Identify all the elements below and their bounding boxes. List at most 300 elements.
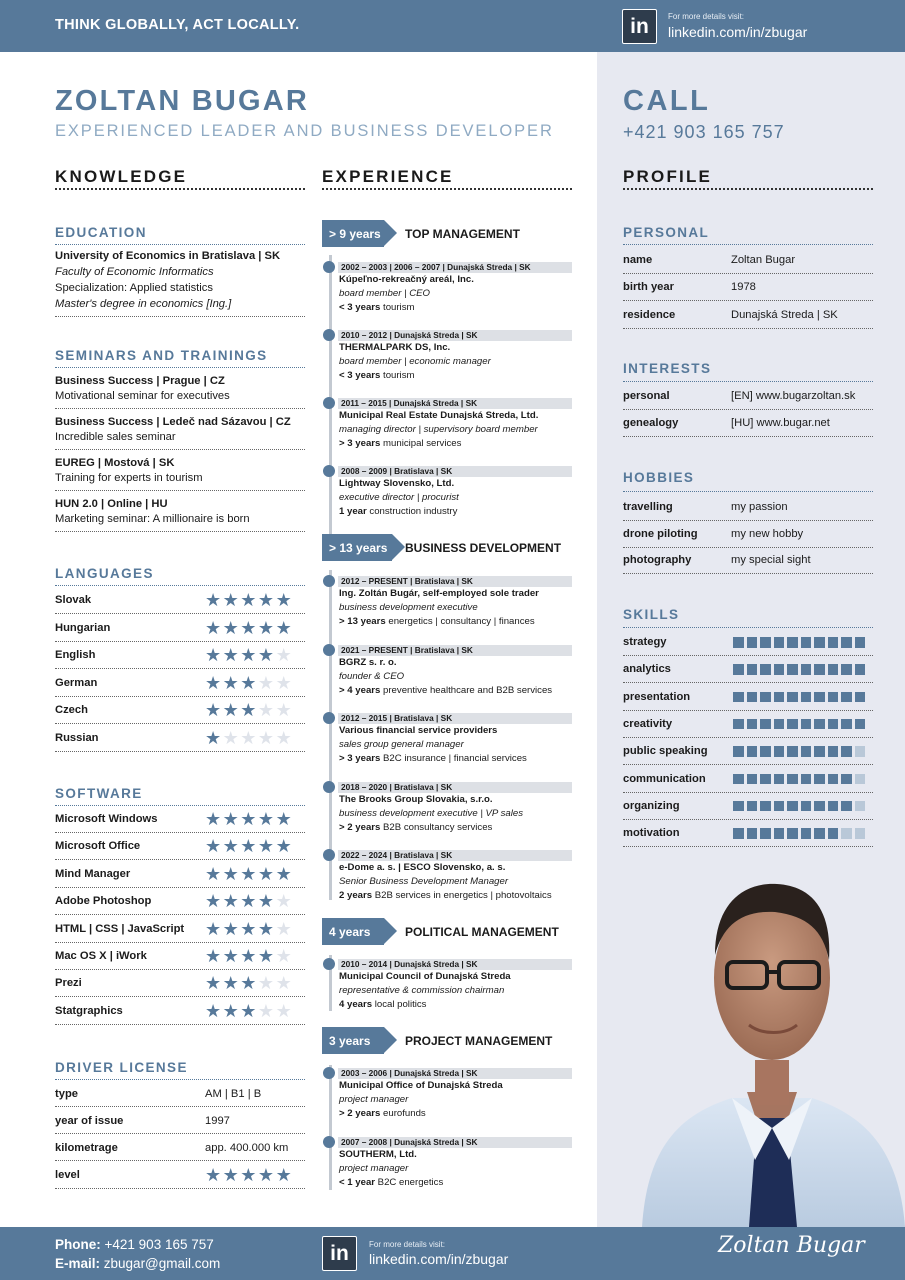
education-heading: EDUCATION bbox=[55, 225, 147, 240]
divider bbox=[55, 1106, 305, 1107]
job-field: municipal services bbox=[380, 438, 462, 449]
timeline-dot bbox=[323, 261, 335, 273]
skill-bar bbox=[733, 692, 868, 703]
job-duration bbox=[339, 369, 414, 383]
job-company: Ing. Zoltán Bugár, self-employed sole trader bbox=[339, 588, 539, 599]
divider bbox=[55, 832, 305, 833]
footer-linkedin-icon[interactable]: in bbox=[322, 1236, 357, 1271]
skill-block-filled bbox=[733, 746, 744, 757]
language-name: Czech bbox=[55, 704, 88, 716]
seminar-title: Business Success | Ledeč nad Sázavou | CZ bbox=[55, 416, 291, 428]
star-filled-icon: ★ bbox=[240, 946, 258, 966]
skill-block-filled bbox=[828, 828, 839, 839]
job-role: executive director | procurist bbox=[339, 492, 459, 503]
job-field: B2B services in energetics | photovoltaics bbox=[372, 890, 552, 901]
skill-block-filled bbox=[733, 719, 744, 730]
driver-km-label: kilometrage bbox=[55, 1142, 118, 1154]
skill-block-filled bbox=[841, 637, 852, 648]
skill-block-filled bbox=[774, 664, 785, 675]
driver-type-value: AM | B1 | B bbox=[205, 1088, 262, 1100]
divider bbox=[623, 491, 873, 492]
experience-tag: > 13 years bbox=[322, 534, 392, 561]
skill-block-filled bbox=[760, 719, 771, 730]
job-duration bbox=[339, 301, 414, 315]
job-period: 2021 – PRESENT | Bratislava | SK bbox=[338, 645, 572, 656]
job-period: 2012 – PRESENT | Bratislava | SK bbox=[338, 576, 572, 587]
education-faculty: Faculty of Economic Informatics bbox=[55, 266, 214, 278]
divider bbox=[55, 751, 305, 752]
divider bbox=[623, 710, 873, 711]
skill-block-filled bbox=[814, 637, 825, 648]
star-filled-icon: ★ bbox=[257, 590, 276, 610]
software-name: Microsoft Windows bbox=[55, 813, 158, 825]
experience-tag: > 9 years bbox=[322, 220, 384, 247]
star-filled-icon: ★ bbox=[240, 672, 258, 693]
star-filled-icon: ★ bbox=[205, 836, 223, 857]
divider bbox=[623, 381, 873, 382]
job-role: managing director | supervisory board member bbox=[339, 424, 538, 435]
personal-heading: PERSONAL bbox=[623, 225, 710, 240]
skill-block-filled bbox=[760, 664, 771, 675]
language-name: Hungarian bbox=[55, 621, 111, 634]
experience-category: PROJECT MANAGEMENT bbox=[405, 1034, 553, 1048]
knowledge-heading: KNOWLEDGE bbox=[55, 167, 188, 186]
skill-block-filled bbox=[841, 719, 852, 730]
star-filled-icon: ★ bbox=[222, 863, 241, 884]
skill-block-filled bbox=[801, 801, 812, 812]
star-filled-icon: ★ bbox=[222, 590, 241, 610]
star-filled-icon: ★ bbox=[222, 809, 241, 829]
seminar-desc: Training for experts in tourism bbox=[55, 472, 203, 484]
timeline-line bbox=[329, 1065, 332, 1190]
timeline-dot bbox=[323, 397, 335, 409]
call-phone[interactable]: +421 903 165 757 bbox=[623, 122, 785, 142]
skill-block-filled bbox=[841, 664, 852, 675]
footer-linkedin-link[interactable]: linkedin.com/in/zbugar bbox=[369, 1251, 509, 1267]
skill-block-filled bbox=[747, 719, 758, 730]
divider bbox=[55, 1188, 305, 1189]
skill-block-filled bbox=[747, 692, 758, 703]
timeline-line bbox=[329, 255, 332, 535]
skill-block-filled bbox=[787, 746, 798, 757]
star-filled-icon: ★ bbox=[240, 836, 258, 857]
star-filled-icon: ★ bbox=[257, 946, 276, 966]
job-duration bbox=[339, 615, 535, 629]
skill-block-filled bbox=[733, 801, 744, 812]
interest-label: genealogy bbox=[623, 417, 679, 430]
skill-block-filled bbox=[760, 774, 771, 785]
star-empty-icon: ★ bbox=[275, 672, 294, 693]
skill-block-filled bbox=[760, 746, 771, 757]
divider bbox=[55, 585, 305, 586]
divider bbox=[55, 408, 305, 409]
software-name: Adobe Photoshop bbox=[55, 895, 152, 908]
skill-block-empty bbox=[855, 828, 866, 839]
divider bbox=[55, 316, 305, 317]
job-duration bbox=[339, 505, 457, 519]
portrait-photo bbox=[637, 860, 905, 1227]
job-years: 1 year bbox=[339, 506, 367, 517]
seminar-desc: Motivational seminar for executives bbox=[55, 390, 230, 402]
hobby-value: my new hobby bbox=[731, 527, 804, 540]
software-stars bbox=[205, 810, 293, 828]
timeline-dot bbox=[323, 849, 335, 861]
skill-block-filled bbox=[855, 692, 866, 703]
divider bbox=[623, 682, 873, 683]
star-filled-icon: ★ bbox=[275, 809, 294, 829]
job-period: 2012 – 2015 | Bratislava | SK bbox=[338, 713, 572, 724]
skill-block-filled bbox=[774, 774, 785, 785]
star-filled-icon: ★ bbox=[222, 973, 241, 994]
job-years: > 3 years bbox=[339, 753, 381, 764]
call-title: CALL bbox=[623, 85, 711, 117]
skill-name: communication bbox=[623, 772, 706, 785]
footer-email-label: E-mail: bbox=[55, 1256, 101, 1271]
interest-value[interactable]: [HU] www.bugar.net bbox=[731, 417, 830, 430]
star-filled-icon: ★ bbox=[222, 700, 241, 720]
skill-block-filled bbox=[841, 801, 852, 812]
skill-block-filled bbox=[801, 637, 812, 648]
job-duration bbox=[339, 684, 552, 698]
job-company: THERMALPARK DS, Inc. bbox=[339, 342, 451, 353]
divider bbox=[55, 244, 305, 245]
star-filled-icon: ★ bbox=[222, 946, 241, 966]
star-filled-icon: ★ bbox=[257, 863, 276, 884]
divider bbox=[623, 188, 873, 190]
skill-block-filled bbox=[774, 719, 785, 730]
seminar-desc: Incredible sales seminar bbox=[55, 431, 176, 443]
job-years: 4 years bbox=[339, 999, 373, 1010]
education-specialization: Specialization: Applied statistics bbox=[55, 282, 213, 294]
skill-block-filled bbox=[787, 664, 798, 675]
divider bbox=[623, 300, 873, 301]
job-company: SOUTHERM, Ltd. bbox=[339, 1149, 417, 1160]
job-company: Lightway Slovensko, Ltd. bbox=[339, 478, 455, 489]
star-filled-icon: ★ bbox=[205, 809, 223, 829]
job-company: The Brooks Group Slovakia, s.r.o. bbox=[339, 794, 493, 805]
hobby-value: my passion bbox=[731, 501, 788, 513]
skill-block-filled bbox=[841, 692, 852, 703]
skill-block-filled bbox=[814, 828, 825, 839]
language-name: German bbox=[55, 676, 98, 689]
divider bbox=[55, 914, 305, 915]
star-empty-icon: ★ bbox=[275, 1000, 294, 1021]
skill-block-filled bbox=[828, 637, 839, 648]
skill-block-filled bbox=[855, 664, 866, 675]
divider bbox=[55, 531, 305, 532]
skill-bar bbox=[733, 774, 868, 785]
skill-name: analytics bbox=[623, 663, 671, 676]
skill-block-filled bbox=[801, 692, 812, 703]
personal-value: 1978 bbox=[731, 281, 756, 294]
software-name: HTML | CSS | JavaScript bbox=[55, 922, 185, 935]
star-filled-icon: ★ bbox=[222, 836, 241, 857]
hobbies-heading: HOBBIES bbox=[623, 470, 695, 485]
divider bbox=[55, 449, 305, 450]
star-filled-icon: ★ bbox=[257, 836, 276, 857]
star-empty-icon: ★ bbox=[257, 700, 276, 720]
footer-email-value: zbugar@gmail.com bbox=[103, 1256, 221, 1271]
star-filled-icon: ★ bbox=[240, 590, 258, 610]
job-field: B2B consultancy services bbox=[380, 822, 493, 833]
driver-level-label: level bbox=[55, 1169, 80, 1181]
footer-phone-label: Phone: bbox=[55, 1237, 101, 1252]
job-field: construction industry bbox=[366, 506, 458, 517]
interest-value[interactable]: [EN] www.bugarzoltan.sk bbox=[731, 390, 856, 402]
personal-label: name bbox=[623, 254, 653, 266]
job-years: > 13 years bbox=[339, 616, 386, 627]
job-role: representative & commission chairman bbox=[339, 985, 505, 996]
divider bbox=[623, 792, 873, 793]
linkedin-link[interactable]: linkedin.com/in/zbugar bbox=[668, 24, 808, 40]
star-filled-icon: ★ bbox=[222, 1165, 241, 1185]
star-filled-icon: ★ bbox=[257, 645, 276, 665]
software-name: Prezi bbox=[55, 977, 82, 990]
skill-block-filled bbox=[814, 719, 825, 730]
star-empty-icon: ★ bbox=[275, 946, 294, 966]
divider bbox=[623, 244, 873, 245]
job-company: e-Dome a. s. | ESCO Slovensko, a. s. bbox=[339, 862, 506, 873]
skill-bar bbox=[733, 828, 868, 839]
star-empty-icon: ★ bbox=[275, 891, 294, 912]
star-filled-icon: ★ bbox=[257, 617, 276, 638]
star-filled-icon: ★ bbox=[222, 1000, 241, 1021]
job-role: project manager bbox=[339, 1163, 409, 1174]
linkedin-caption: For more details visit: bbox=[668, 12, 745, 21]
star-empty-icon: ★ bbox=[257, 727, 276, 748]
experience-category: BUSINESS DEVELOPMENT bbox=[405, 541, 562, 555]
divider bbox=[55, 969, 305, 970]
experience-tag: 3 years bbox=[322, 1027, 384, 1054]
divider bbox=[623, 627, 873, 628]
divider bbox=[55, 696, 305, 697]
job-role: business development executive | VP sales bbox=[339, 808, 523, 819]
software-name: Microsoft Office bbox=[55, 840, 141, 853]
interests-heading: INTERESTS bbox=[623, 361, 712, 376]
skill-block-filled bbox=[774, 828, 785, 839]
star-filled-icon: ★ bbox=[257, 1165, 276, 1185]
job-duration bbox=[339, 752, 527, 766]
skill-bar bbox=[733, 719, 868, 730]
experience-tag: 4 years bbox=[322, 918, 384, 945]
skill-block-filled bbox=[814, 692, 825, 703]
languages-heading: LANGUAGES bbox=[55, 566, 154, 581]
job-company: Various financial service providers bbox=[339, 725, 498, 736]
linkedin-icon[interactable]: in bbox=[622, 9, 657, 44]
skill-bar bbox=[733, 664, 868, 675]
job-company: BGRZ s. r. o. bbox=[339, 657, 397, 668]
timeline-dot bbox=[323, 958, 335, 970]
skill-block-filled bbox=[774, 637, 785, 648]
star-filled-icon: ★ bbox=[275, 1165, 294, 1185]
skill-block-filled bbox=[747, 828, 758, 839]
star-filled-icon: ★ bbox=[222, 645, 241, 665]
star-filled-icon: ★ bbox=[222, 918, 241, 939]
job-years: < 3 years bbox=[339, 370, 381, 381]
education-degree: Master's degree in economics [Ing.] bbox=[55, 298, 232, 310]
star-filled-icon: ★ bbox=[205, 863, 223, 884]
divider bbox=[623, 846, 873, 847]
job-years: > 2 years bbox=[339, 1108, 381, 1119]
job-period: 2018 – 2020 | Bratislava | SK bbox=[338, 782, 572, 793]
timeline-dot bbox=[323, 1136, 335, 1148]
job-years: 2 years bbox=[339, 890, 373, 901]
divider bbox=[55, 668, 305, 669]
job-years: > 4 years bbox=[339, 685, 381, 696]
skill-block-filled bbox=[814, 774, 825, 785]
footer-phone[interactable] bbox=[55, 1237, 214, 1252]
star-filled-icon: ★ bbox=[275, 590, 294, 610]
skill-block-empty bbox=[841, 828, 852, 839]
job-years: < 1 year bbox=[339, 1177, 376, 1188]
skill-name: public speaking bbox=[623, 745, 708, 758]
driver-heading: DRIVER LICENSE bbox=[55, 1060, 188, 1075]
skill-block-filled bbox=[855, 637, 866, 648]
star-filled-icon: ★ bbox=[257, 918, 276, 939]
star-filled-icon: ★ bbox=[205, 946, 223, 966]
language-stars bbox=[205, 646, 293, 664]
divider bbox=[55, 188, 305, 190]
skill-block-filled bbox=[787, 828, 798, 839]
job-role: founder & CEO bbox=[339, 671, 405, 682]
skill-block-filled bbox=[733, 828, 744, 839]
divider bbox=[55, 1160, 305, 1161]
skill-block-filled bbox=[787, 719, 798, 730]
star-filled-icon: ★ bbox=[240, 700, 258, 720]
skill-block-filled bbox=[828, 664, 839, 675]
job-period: 2011 – 2015 | Dunajská Streda | SK bbox=[338, 398, 572, 409]
skill-block-filled bbox=[774, 746, 785, 757]
skills-heading: SKILLS bbox=[623, 607, 680, 622]
skill-block-filled bbox=[774, 801, 785, 812]
star-filled-icon: ★ bbox=[205, 590, 223, 610]
job-field: B2C energetics bbox=[375, 1177, 444, 1188]
language-stars bbox=[205, 591, 293, 609]
star-filled-icon: ★ bbox=[257, 891, 276, 912]
job-field: tourism bbox=[380, 370, 415, 381]
skill-block-filled bbox=[828, 801, 839, 812]
skill-block-filled bbox=[760, 637, 771, 648]
footer-linkedin-caption: For more details visit: bbox=[369, 1240, 446, 1249]
skill-block-filled bbox=[814, 801, 825, 812]
divider bbox=[55, 1079, 305, 1080]
personal-label: birth year bbox=[623, 281, 674, 294]
job-company: Municipal Real Estate Dunajská Streda, Ltd. bbox=[339, 410, 539, 421]
motto: THINK GLOBALLY, ACT LOCALLY. bbox=[55, 17, 300, 33]
divider bbox=[322, 188, 572, 190]
seminars-heading: SEMINARS AND TRAININGS bbox=[55, 348, 268, 363]
job-period: 2010 – 2014 | Dunajská Streda | SK bbox=[338, 959, 572, 970]
job-period: 2002 – 2003 | 2006 – 2007 | Dunajská Streda | SK bbox=[338, 262, 572, 273]
divider bbox=[55, 1024, 305, 1025]
job-years: > 2 years bbox=[339, 822, 381, 833]
language-stars bbox=[205, 729, 293, 747]
job-duration bbox=[339, 821, 492, 835]
star-filled-icon: ★ bbox=[205, 727, 223, 748]
job-duration bbox=[339, 998, 426, 1012]
job-period: 2007 – 2008 | Dunajská Streda | SK bbox=[338, 1137, 572, 1148]
hobby-label: travelling bbox=[623, 501, 673, 513]
job-duration bbox=[339, 889, 552, 903]
job-role: project manager bbox=[339, 1094, 409, 1105]
star-filled-icon: ★ bbox=[257, 809, 276, 829]
job-period: 2010 – 2012 | Dunajská Streda | SK bbox=[338, 330, 572, 341]
job-field: B2C insurance | financial services bbox=[380, 753, 527, 764]
job-role: business development executive bbox=[339, 602, 478, 613]
divider bbox=[55, 490, 305, 491]
job-field: preventive healthcare and B2B services bbox=[380, 685, 553, 696]
skill-block-filled bbox=[787, 801, 798, 812]
skill-block-filled bbox=[760, 828, 771, 839]
personal-value: Zoltan Bugar bbox=[731, 254, 796, 266]
language-stars bbox=[205, 619, 293, 637]
skill-name: organizing bbox=[623, 799, 680, 812]
divider bbox=[55, 641, 305, 642]
skill-block-filled bbox=[801, 746, 812, 757]
experience-category: TOP MANAGEMENT bbox=[405, 227, 520, 241]
star-filled-icon: ★ bbox=[205, 891, 223, 912]
divider bbox=[55, 367, 305, 368]
divider bbox=[623, 436, 873, 437]
driver-level-stars bbox=[205, 1166, 293, 1184]
divider bbox=[623, 764, 873, 765]
job-period: 2008 – 2009 | Bratislava | SK bbox=[338, 466, 572, 477]
skill-block-filled bbox=[828, 719, 839, 730]
skill-block-filled bbox=[733, 774, 744, 785]
software-name: Mind Manager bbox=[55, 867, 131, 880]
star-empty-icon: ★ bbox=[275, 700, 294, 720]
star-filled-icon: ★ bbox=[240, 918, 258, 939]
language-name: English bbox=[55, 649, 96, 661]
timeline-dot bbox=[323, 575, 335, 587]
timeline-dot bbox=[323, 781, 335, 793]
skill-block-filled bbox=[747, 746, 758, 757]
divider bbox=[55, 805, 305, 806]
skill-block-filled bbox=[733, 664, 744, 675]
skill-block-filled bbox=[841, 774, 852, 785]
language-name: Slovak bbox=[55, 594, 92, 606]
software-stars bbox=[205, 837, 293, 855]
skill-name: presentation bbox=[623, 690, 691, 703]
divider bbox=[623, 328, 873, 329]
software-name: Mac OS X | iWork bbox=[55, 950, 147, 962]
skill-block-filled bbox=[747, 801, 758, 812]
timeline-dot bbox=[323, 465, 335, 477]
hobby-label: photography bbox=[623, 554, 692, 567]
skill-block-filled bbox=[801, 774, 812, 785]
language-name: Russian bbox=[55, 731, 99, 744]
job-company: Kúpeľno-rekreačný areál, Inc. bbox=[339, 274, 474, 285]
job-role: sales group general manager bbox=[339, 739, 464, 750]
language-stars bbox=[205, 701, 293, 719]
divider bbox=[55, 887, 305, 888]
skill-block-empty bbox=[855, 801, 866, 812]
star-empty-icon: ★ bbox=[275, 918, 294, 939]
divider bbox=[55, 942, 305, 943]
star-filled-icon: ★ bbox=[205, 1165, 223, 1185]
driver-type-label: type bbox=[55, 1088, 79, 1100]
person-name: ZOLTAN BUGAR bbox=[55, 85, 310, 117]
divider bbox=[55, 859, 305, 860]
star-filled-icon: ★ bbox=[275, 863, 294, 884]
skill-block-filled bbox=[801, 719, 812, 730]
seminar-title: Business Success | Prague | CZ bbox=[55, 375, 225, 387]
divider bbox=[623, 737, 873, 738]
skill-block-filled bbox=[828, 692, 839, 703]
skill-block-filled bbox=[787, 637, 798, 648]
footer-email[interactable] bbox=[55, 1256, 220, 1271]
skill-block-filled bbox=[733, 692, 744, 703]
